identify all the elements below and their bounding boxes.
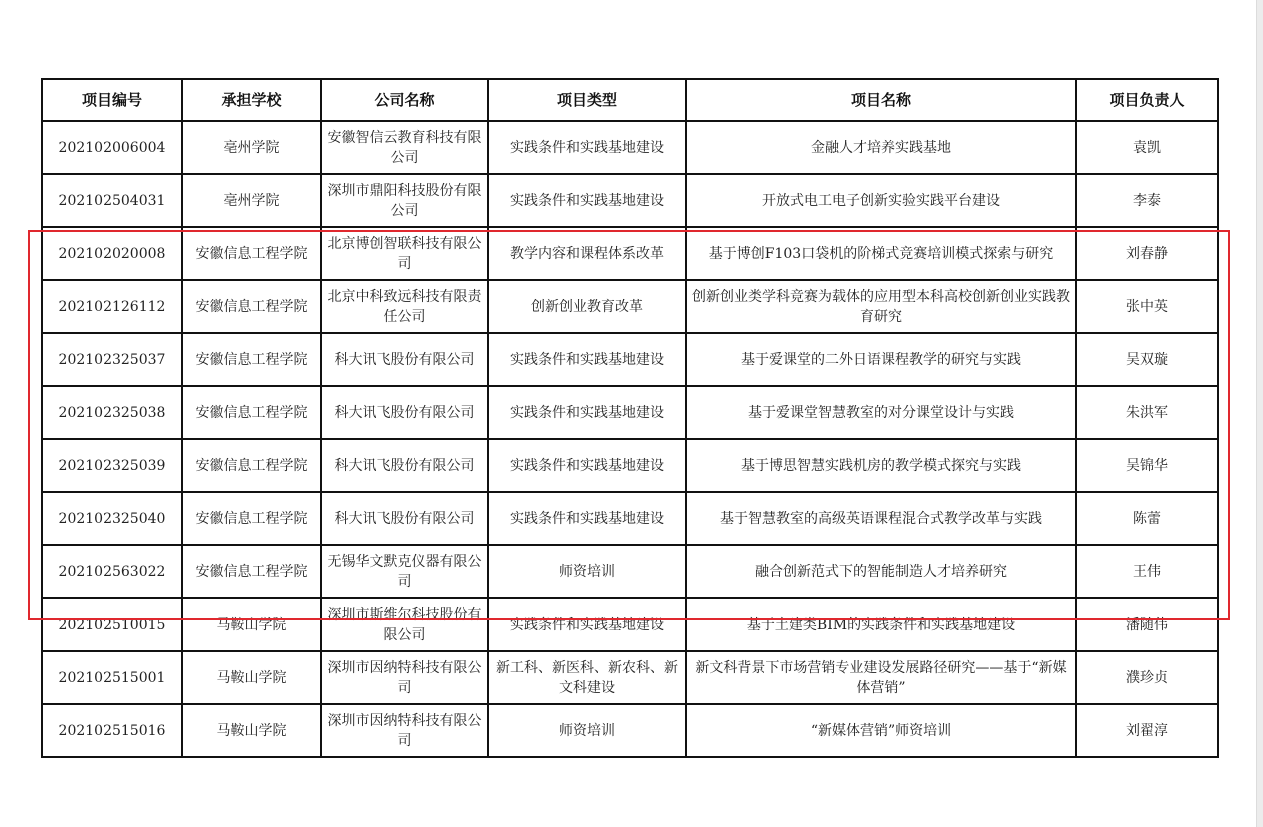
table-row	[42, 651, 1218, 704]
cell-project-id: 202102504031	[42, 174, 182, 227]
cell-school: 马鞍山学院	[182, 598, 321, 651]
cell-school: 安徽信息工程学院	[182, 492, 321, 545]
cell-project-name: 基于智慧教室的高级英语课程混合式教学改革与实践	[686, 492, 1076, 545]
cell-project-id: 202102006004	[42, 121, 182, 174]
project-table	[41, 78, 1219, 758]
table-row	[42, 492, 1218, 545]
cell-leader: 吴双璇	[1076, 333, 1218, 386]
cell-company: 北京中科致远科技有限责任公司	[321, 280, 488, 333]
cell-company: 科大讯飞股份有限公司	[321, 386, 488, 439]
cell-company: 深圳市鼎阳科技股份有限公司	[321, 174, 488, 227]
cell-school: 安徽信息工程学院	[182, 280, 321, 333]
cell-school: 亳州学院	[182, 174, 321, 227]
cell-company: 科大讯飞股份有限公司	[321, 333, 488, 386]
cell-project-id: 202102325040	[42, 492, 182, 545]
header-leader: 项目负责人	[1076, 79, 1218, 121]
table-row	[42, 704, 1218, 757]
cell-company: 无锡华文默克仪器有限公司	[321, 545, 488, 598]
cell-project-name: 开放式电工电子创新实验实践平台建设	[686, 174, 1076, 227]
cell-project-type: 实践条件和实践基地建设	[488, 174, 686, 227]
cell-project-name: 融合创新范式下的智能制造人才培养研究	[686, 545, 1076, 598]
cell-company: 安徽智信云教育科技有限公司	[321, 121, 488, 174]
cell-leader: 刘翟淳	[1076, 704, 1218, 757]
cell-leader: 朱洪军	[1076, 386, 1218, 439]
table-row	[42, 280, 1218, 333]
table-row	[42, 598, 1218, 651]
header-project-id: 项目编号	[42, 79, 182, 121]
cell-project-id: 202102510015	[42, 598, 182, 651]
table-row	[42, 545, 1218, 598]
header-project-name: 项目名称	[686, 79, 1076, 121]
cell-company: 深圳市斯维尔科技股份有限公司	[321, 598, 488, 651]
header-company: 公司名称	[321, 79, 488, 121]
cell-project-id: 202102515001	[42, 651, 182, 704]
cell-project-type: 实践条件和实践基地建设	[488, 386, 686, 439]
cell-company: 深圳市因纳特科技有限公司	[321, 651, 488, 704]
cell-project-name: 基于爱课堂智慧教室的对分课堂设计与实践	[686, 386, 1076, 439]
cell-school: 安徽信息工程学院	[182, 333, 321, 386]
cell-project-name: 新文科背景下市场营销专业建设发展路径研究——基于“新媒体营销”	[686, 651, 1076, 704]
cell-project-type: 实践条件和实践基地建设	[488, 598, 686, 651]
cell-leader: 张中英	[1076, 280, 1218, 333]
cell-school: 马鞍山学院	[182, 704, 321, 757]
cell-project-id: 202102325039	[42, 439, 182, 492]
cell-project-name: 基于博创F103口袋机的阶梯式竞赛培训模式探索与研究	[686, 227, 1076, 280]
cell-school: 安徽信息工程学院	[182, 439, 321, 492]
table-row	[42, 386, 1218, 439]
cell-leader: 李泰	[1076, 174, 1218, 227]
table-row	[42, 174, 1218, 227]
cell-project-id: 202102563022	[42, 545, 182, 598]
table-row	[42, 333, 1218, 386]
cell-school: 马鞍山学院	[182, 651, 321, 704]
cell-leader: 潘随伟	[1076, 598, 1218, 651]
cell-school: 亳州学院	[182, 121, 321, 174]
cell-project-name: 基于博思智慧实践机房的教学模式探究与实践	[686, 439, 1076, 492]
cell-project-id: 202102515016	[42, 704, 182, 757]
cell-project-type: 实践条件和实践基地建设	[488, 492, 686, 545]
cell-project-id: 202102325037	[42, 333, 182, 386]
cell-leader: 濮珍贞	[1076, 651, 1218, 704]
table-header-row	[42, 79, 1218, 121]
cell-project-name: “新媒体营销”师资培训	[686, 704, 1076, 757]
page-edge	[1256, 0, 1263, 827]
cell-project-name: 基于爱课堂的二外日语课程教学的研究与实践	[686, 333, 1076, 386]
cell-project-type: 新工科、新医科、新农科、新文科建设	[488, 651, 686, 704]
cell-project-type: 实践条件和实践基地建设	[488, 439, 686, 492]
cell-project-type: 创新创业教育改革	[488, 280, 686, 333]
cell-school: 安徽信息工程学院	[182, 386, 321, 439]
table-row	[42, 121, 1218, 174]
cell-project-id: 202102126112	[42, 280, 182, 333]
cell-project-type: 实践条件和实践基地建设	[488, 333, 686, 386]
cell-project-type: 师资培训	[488, 545, 686, 598]
cell-project-type: 实践条件和实践基地建设	[488, 121, 686, 174]
cell-project-id: 202102020008	[42, 227, 182, 280]
table-row	[42, 439, 1218, 492]
header-school: 承担学校	[182, 79, 321, 121]
cell-project-name: 创新创业类学科竞赛为载体的应用型本科高校创新创业实践教育研究	[686, 280, 1076, 333]
cell-leader: 刘春静	[1076, 227, 1218, 280]
header-project-type: 项目类型	[488, 79, 686, 121]
cell-leader: 陈蕾	[1076, 492, 1218, 545]
cell-project-name: 金融人才培养实践基地	[686, 121, 1076, 174]
cell-company: 科大讯飞股份有限公司	[321, 439, 488, 492]
cell-project-type: 教学内容和课程体系改革	[488, 227, 686, 280]
cell-company: 深圳市因纳特科技有限公司	[321, 704, 488, 757]
cell-project-name: 基于土建类BIM的实践条件和实践基地建设	[686, 598, 1076, 651]
cell-leader: 袁凯	[1076, 121, 1218, 174]
cell-project-id: 202102325038	[42, 386, 182, 439]
cell-leader: 吴锦华	[1076, 439, 1218, 492]
cell-company: 北京博创智联科技有限公司	[321, 227, 488, 280]
table-row	[42, 227, 1218, 280]
cell-project-type: 师资培训	[488, 704, 686, 757]
cell-leader: 王伟	[1076, 545, 1218, 598]
cell-school: 安徽信息工程学院	[182, 545, 321, 598]
cell-school: 安徽信息工程学院	[182, 227, 321, 280]
cell-company: 科大讯飞股份有限公司	[321, 492, 488, 545]
